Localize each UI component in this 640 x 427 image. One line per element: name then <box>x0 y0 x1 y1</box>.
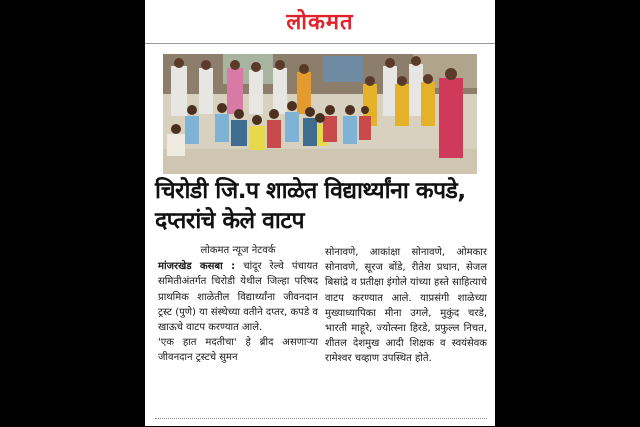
dateline: मांजरखेड कसबा : <box>158 261 236 273</box>
group-photo-illustration <box>163 54 477 174</box>
article-paragraph-2: 'एक हात मदतीचा' हे ब्रीद असणाऱ्या जीवनदान ट्रस्टचे सुमन <box>158 337 318 364</box>
newspaper-clipping <box>145 0 495 426</box>
article-column-right <box>325 245 487 367</box>
article-paragraph-1: चांदूर रेल्वे पंचायत समितीअंतर्गत चिरोडी येथील जिल्हा परिषद प्राथमिक शाळेतील विद्यार्थ्यांना जीवनदान ट्रस्ट (पुणे) या संस्थेच्या वतीने दप्तर, कपडे व खाऊचे वाटप करण्यात आले. <box>158 261 319 334</box>
masthead-logo: लोकमत <box>286 10 354 35</box>
byline: लोकमत न्यूज नेटवर्क <box>200 245 276 256</box>
article-column-left <box>158 243 318 366</box>
article-paragraph-3: सोनावणे, आकांक्षा सोनावणे, ओमकार सोनावणे, सूरज बोंडे, रीतेश प्रधान, सेजल बिसांद्रे व प्रतीक्षा इंगोले यांच्या हस्ते साहित्याचे वाटप करण्यात आले. याप्रसंगी शाळेच्या मुख्याध्यापिका मीना उगले, मुकुंद चरडे, भारती माहूरे, ज्योत्स्ना हिरडे, प्रफुल्ल निचत, शीतल देशमुख आदी शिक्षक व स्वयंसेवक रामेश्वर चव्हाण उपस्थित होते. <box>325 247 487 365</box>
news-photo <box>163 54 477 174</box>
masthead-divider <box>145 43 495 44</box>
headline: चिरोडी जि.प शाळेत विद्यार्थ्यांना कपडे, दप्तरांचे केले वाटप <box>155 178 466 234</box>
